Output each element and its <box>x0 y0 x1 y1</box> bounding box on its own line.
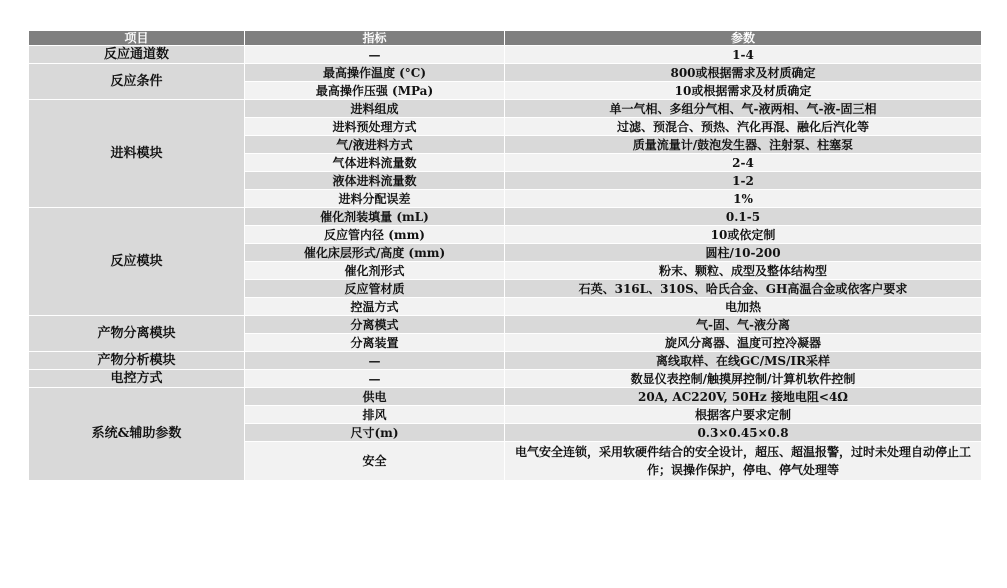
category-cell: 产物分离模块 <box>29 316 245 352</box>
table-row <box>29 388 982 406</box>
indicator-cell: 进料预处理方式 <box>245 118 505 136</box>
table-row <box>29 208 982 226</box>
indicator-cell: — <box>245 352 505 370</box>
category-cell: 反应模块 <box>29 208 245 316</box>
parameter-cell: 20A, AC220V, 50Hz 接地电阻<4Ω <box>505 388 982 406</box>
indicator-cell: 进料分配误差 <box>245 190 505 208</box>
parameter-cell: 0.1-5 <box>505 208 982 226</box>
category-cell: 反应条件 <box>29 64 245 100</box>
indicator-cell: 气体进料流量数 <box>245 154 505 172</box>
header-parameter: 参数 <box>505 31 982 46</box>
indicator-cell: 分离模式 <box>245 316 505 334</box>
header-item: 项目 <box>29 31 245 46</box>
indicator-cell: 液体进料流量数 <box>245 172 505 190</box>
parameter-cell: 0.3×0.45×0.8 <box>505 424 982 442</box>
parameter-cell: 粉末、颗粒、成型及整体结构型 <box>505 262 982 280</box>
category-cell: 产物分析模块 <box>29 352 245 370</box>
parameter-cell: 电加热 <box>505 298 982 316</box>
indicator-cell: 气/液进料方式 <box>245 136 505 154</box>
category-cell: 系统&辅助参数 <box>29 388 245 481</box>
indicator-cell: 安全 <box>245 442 505 481</box>
table-row <box>29 352 982 370</box>
table-row <box>29 100 982 118</box>
parameter-cell: 石英、316L、310S、哈氏合金、GH高温合金或依客户要求 <box>505 280 982 298</box>
category-cell: 反应通道数 <box>29 46 245 64</box>
indicator-cell: 最高操作压强 (MPa) <box>245 82 505 100</box>
indicator-cell: 尺寸(m) <box>245 424 505 442</box>
parameter-cell: 质量流量计/鼓泡发生器、注射泵、柱塞泵 <box>505 136 982 154</box>
parameter-cell: 1-2 <box>505 172 982 190</box>
table-row <box>29 370 982 388</box>
indicator-cell: 催化床层形式/高度 (mm) <box>245 244 505 262</box>
indicator-cell: 控温方式 <box>245 298 505 316</box>
indicator-cell: 分离装置 <box>245 334 505 352</box>
parameter-cell: 根据客户要求定制 <box>505 406 982 424</box>
indicator-cell: 催化剂装填量 (mL) <box>245 208 505 226</box>
parameter-cell: 单一气相、多组分气相、气-液两相、气-液-固三相 <box>505 100 982 118</box>
category-cell: 进料模块 <box>29 100 245 208</box>
table-row <box>29 316 982 334</box>
parameter-cell: 电气安全连锁，采用软硬件结合的安全设计，超压、超温报警，过时未处理自动停止工作；误操作保护，停电、停气处理等 <box>505 442 982 481</box>
indicator-cell: 进料组成 <box>245 100 505 118</box>
parameter-cell: 圆柱/10-200 <box>505 244 982 262</box>
parameter-cell: 旋风分离器、温度可控冷凝器 <box>505 334 982 352</box>
parameter-cell: 10或依定制 <box>505 226 982 244</box>
indicator-cell: — <box>245 370 505 388</box>
indicator-cell: 反应管内径 (mm) <box>245 226 505 244</box>
indicator-cell: 反应管材质 <box>245 280 505 298</box>
parameter-cell: 1-4 <box>505 46 982 64</box>
parameter-cell: 1% <box>505 190 982 208</box>
parameter-cell: 过滤、预混合、预热、汽化再混、融化后汽化等 <box>505 118 982 136</box>
parameter-cell: 气-固、气-液分离 <box>505 316 982 334</box>
parameter-cell: 数显仪表控制/触摸屏控制/计算机软件控制 <box>505 370 982 388</box>
indicator-cell: — <box>245 46 505 64</box>
table-body <box>29 46 982 481</box>
indicator-cell: 催化剂形式 <box>245 262 505 280</box>
parameter-cell: 10或根据需求及材质确定 <box>505 82 982 100</box>
header-row <box>29 31 982 46</box>
indicator-cell: 供电 <box>245 388 505 406</box>
header-indicator: 指标 <box>245 31 505 46</box>
table-header <box>29 31 982 46</box>
category-cell: 电控方式 <box>29 370 245 388</box>
parameter-cell: 离线取样、在线GC/MS/IR采样 <box>505 352 982 370</box>
table-row <box>29 46 982 64</box>
indicator-cell: 排风 <box>245 406 505 424</box>
indicator-cell: 最高操作温度 (°C) <box>245 64 505 82</box>
table-row <box>29 64 982 82</box>
parameter-cell: 800或根据需求及材质确定 <box>505 64 982 82</box>
spec-table <box>28 30 982 481</box>
parameter-cell: 2-4 <box>505 154 982 172</box>
